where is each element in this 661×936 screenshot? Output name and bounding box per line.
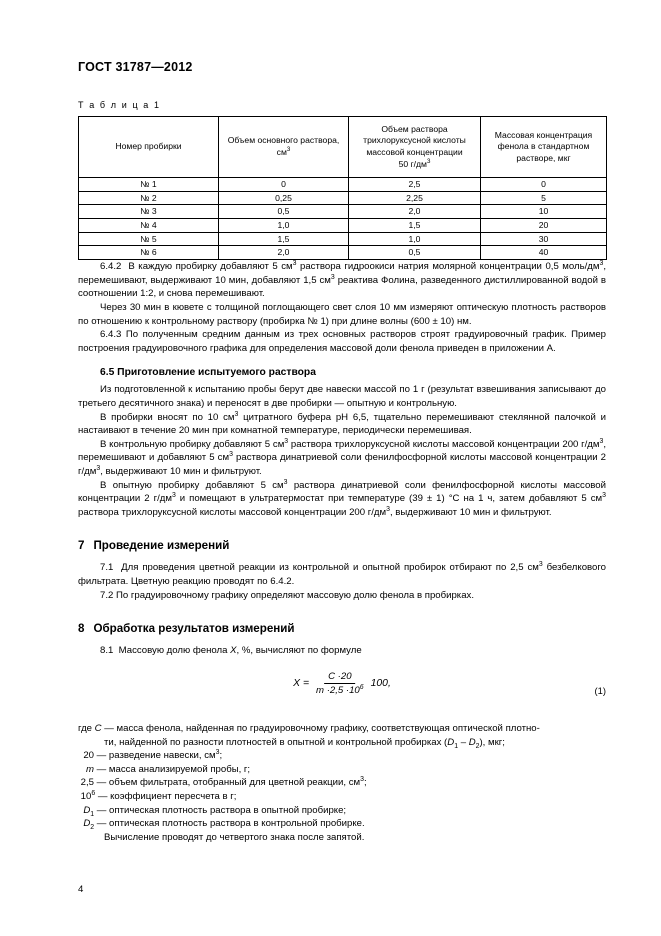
cell-phenol: 10: [481, 205, 607, 219]
cell-tube: № 4: [79, 219, 219, 233]
cell-phenol: 0: [481, 178, 607, 192]
section-7-title: Проведение измерений: [93, 539, 230, 553]
paragraph-30-min: Через 30 мин в кювете с толщиной поглощающего свет слоя 10 мм измеряют оптическую плотность растворов по отношению к контрольному раствору (пробирка № 1) при длине волны (600 ± 10) нм.: [78, 301, 606, 327]
paragraph-6-5-4: В опытную пробирку добавляют 5 $см^3$ раствора динатриевой соли фенилфосфорной кислоты массовой концентрации 2 $г/дм^3$ и помещают в ультратермостат при температуре (39 ± 1) °С на 1 ч, затем добавляют 5 $см^3$ раствора трихлоруксусной кислоты массовой концентрации 200 $г/дм^3$, выдерживают 10 мин и фильтруют.: [78, 478, 606, 518]
cell-tca: 2,0: [349, 205, 481, 219]
cell-tube: № 1: [79, 178, 219, 192]
table-row: [79, 232, 607, 246]
standard-solutions-table: [78, 116, 607, 260]
cell-phenol: 5: [481, 191, 607, 205]
standard-header: ГОСТ 31787—2012: [78, 60, 193, 74]
heading-section-8: [78, 622, 606, 635]
paragraph-6-4-3: 6.4.3 По полученным средним данным из трех основных растворов строят градуировочный график. Пример построения градуировочного графика для определения массовой доли фенола приведен в приложении А.: [78, 329, 606, 354]
paragraph-6-5-2: В пробирки вносят по 10 $см^3$ цитратного буфера рН 6,5, тщательно перемешивают стеклянной палочкой и настаивают в течение 20 мин при комнатной температуре, периодически перемешивая.: [78, 410, 606, 437]
cell-stock: 0,25: [219, 191, 349, 205]
heading-section-7: [78, 539, 606, 552]
section-8-number: 8: [78, 622, 85, 636]
cell-tca: 2,5: [349, 178, 481, 192]
definition-D1: $D_1$ — оптическая плотность раствора в опытной пробирке;: [83, 804, 347, 818]
paragraph-6-5-3: В контрольную пробирку добавляют 5 $см^3$ раствора трихлоруксусной кислоты массовой концентрации 200 $г/дм^3$, перемешивают и добавляют 5 $см^3$ раствора динатриевой соли фенилфосфорной кислоты массовой концентрации 2 $г/дм^3$, выдерживают 10 мин и фильтруют.: [78, 437, 607, 478]
cell-phenol: 40: [481, 246, 607, 260]
formula-definitions: [78, 722, 606, 844]
table-row: [79, 246, 607, 260]
section-8-title: Обработка результатов измерений: [93, 622, 295, 636]
heading-6-5: 6.5 Приготовление испытуемого раствора: [100, 367, 316, 379]
cell-phenol: 30: [481, 232, 607, 246]
paragraph-8-1: 8.1 Массовую долю фенола X, %, вычисляют по формуле: [100, 645, 362, 657]
table-row: [79, 205, 607, 219]
cell-stock: 1,0: [219, 219, 349, 233]
formula-lhs: X =: [293, 677, 310, 689]
cell-stock: 0: [219, 178, 349, 192]
table-header-cell-tca-volume: Объем раствора трихлоруксусной кислоты массовой концентрации 50 $г/дм^3$: [349, 117, 481, 178]
definition-20: 20 — разведение навески, $см^3$;: [78, 748, 223, 762]
table-row: [79, 191, 607, 205]
table-body: [79, 178, 607, 260]
cell-tca: 1,5: [349, 219, 481, 233]
paragraph-6-4-2: 6.4.2 В каждую пробирку добавляют 5 $см^3$ раствора гидроокиси натрия молярной концентрации 0,5 моль/$дм^3$, перемешивают, выдерживают 10 мин, добавляют 1,5 $см^3$ реактива Фолина, разведенного дистиллированной водой в соотношении 1:2, и снова перемешивают.: [78, 259, 606, 300]
table-caption: Т а б л и ц а 1: [78, 100, 161, 110]
definition-10-6: $10^6$ — коэффициент пересчета в г;: [78, 789, 237, 802]
cell-tca: 0,5: [349, 246, 481, 260]
table-header-cell-tube-number: Номер пробирки: [79, 117, 219, 178]
cell-stock: 1,5: [219, 232, 349, 246]
page-content: [78, 60, 606, 844]
definition-C: где C — масса фенола, найденная по градуировочному графику, соответствующая оптической плотно-: [78, 722, 540, 734]
definition-D2: $D_2$ — оптическая плотность раствора в контрольной пробирке.: [83, 818, 365, 832]
cell-phenol: 20: [481, 219, 607, 233]
formula-fraction: [312, 671, 368, 696]
table-row: [79, 219, 607, 233]
cell-tube: № 6: [79, 246, 219, 260]
table-header-cell-stock-volume: Объем основного раствора, $см^3$: [219, 117, 349, 178]
formula-denominator: $m \cdot 2,5 \cdot 10^6$: [316, 683, 364, 696]
formula-tail: 100,: [370, 677, 391, 689]
cell-tube: № 3: [79, 205, 219, 219]
cell-tca: 1,0: [349, 232, 481, 246]
section-7-number: 7: [78, 539, 85, 553]
cell-stock: 0,5: [219, 205, 349, 219]
paragraph-7-1: 7.1 Для проведения цветной реакции из контрольной и опытной пробирок отбирают по 2,5 $см^3$ безбелкового фильтрата. Цветную реакцию проводят по 6.4.2.: [78, 561, 606, 588]
formula-block: [78, 671, 606, 711]
formula-number: (1): [594, 684, 606, 696]
cell-stock: 2,0: [219, 246, 349, 260]
cell-tube: № 5: [79, 232, 219, 246]
definition-note: Вычисление проводят до четвертого знака после запятой.: [104, 831, 365, 843]
cell-tca: 2,25: [349, 191, 481, 205]
paragraph-7-2: 7.2 По градуировочному графику определяют массовую долю фенола в пробирках.: [100, 589, 475, 601]
table-header-row: [79, 117, 607, 178]
definition-C-cont: ти, найденной по разности плотностей в опытной и контрольной пробирках $(D_1 - D_2)$, мкг;: [104, 736, 505, 750]
definition-2-5: 2,5 — объем фильтрата, отобранный для цветной реакции, $см^3$;: [78, 776, 367, 789]
table-row: [79, 178, 607, 192]
table-header-cell-phenol-concentration: Массовая концентрация фенола в стандартном растворе, мкг: [481, 117, 607, 178]
cell-tube: № 2: [79, 191, 219, 205]
paragraph-6-5-1: Из подготовленной к испытанию пробы берут две навески массой по 1 г (результат взвешивания записывают до третьего десятичного знака) и переносят в две пробирки — опытную и контрольную.: [78, 384, 606, 409]
formula-numerator: C ·20: [324, 671, 355, 684]
definition-m: m — масса анализируемой пробы, г;: [86, 763, 251, 775]
formula-expression: [293, 671, 391, 696]
page-number: 4: [78, 884, 84, 895]
